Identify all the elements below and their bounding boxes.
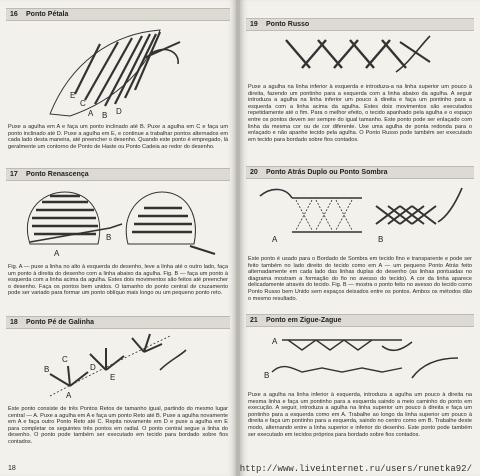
label-e: E: [70, 91, 76, 100]
section-title: Ponto Renascença: [26, 171, 89, 178]
section-number: 20: [250, 169, 258, 176]
section-header-17: [6, 168, 230, 181]
label-b: B: [106, 233, 112, 242]
section-title: Ponto Russo: [266, 21, 310, 28]
label-a: A: [88, 109, 94, 118]
shadow-stitch-figure: [252, 182, 468, 254]
label-b: B: [44, 365, 50, 374]
label-a: A: [272, 235, 278, 244]
section-header-16: [6, 8, 230, 21]
label-a: A: [54, 249, 60, 258]
label-b: B: [102, 111, 108, 120]
section-header-19: [246, 18, 474, 31]
section-body: Fig. A — puxe a linha no alto à esquerda do desenho, leve a linha até o outro lado, faça um ponto à direita do desenho com a linha abaixo da agulha. Fig. B — faça um ponto à esquerda com a linha acima da agulha. Estes dois movimentos são feitos até preencher o desenho. Faça os pontos bem unidos. O tamanho do ponto central de cruzamento pode ser variado para formar um ponto oblíquo mais longo ou um pequeno ponto reto.: [8, 264, 228, 297]
section-header-21: [246, 314, 474, 327]
page-number: 18: [8, 465, 16, 472]
label-b: B: [264, 371, 270, 380]
label-a: A: [272, 337, 278, 346]
label-c: C: [62, 355, 68, 364]
section-body: Este ponto consiste de três Pontos Retos de tamanho igual, partindo do mesmo lugar central — A. Puxe a agulha em A e faça um ponto Reto até B. Puxe a agulha novamente em A e faça outro Ponto Reto até C. Repita novamente em D e puxe a agulha em E para completar os seguintes três pontos em radial. O ponto central segue a linha do desenho. O ponto pode também ser executado em tecido para bordado sobre fios contados.: [8, 406, 228, 445]
right-page: [240, 0, 480, 476]
zigzag-stitch-figure: [262, 328, 462, 390]
watermark: http://www.liveinternet.ru/users/runetka92/: [239, 464, 472, 474]
label-e: E: [110, 373, 116, 382]
label-c: C: [80, 99, 86, 108]
section-body: Puxe a agulha na linha inferior à esquerda e introduza-a na linha superior um pouco à direita, fazendo um pontinho para a esquerda com a linha abaixo da agulha. A seguir introduza a agulha na linha inferior um pouco à direita e faça um pontinho para a esquerda com a linha acima da agulha. Estes dois movimentos são executados repetidamente até o fim. Para o melhor efeito, o tecido apanhado pela agulha e o espaço entre os pontos devem ser sempre do igual tamanho. Este ponto pode ser enlaçado com linha da mesma cor ou de cor diferente. Use uma agulha de ponta redonda para o enlaçado e não apanhe tecido pela agulha. O Ponto Russo pode também ser executado em tecido para bordado sobre fios contados.: [248, 84, 472, 143]
section-title: Ponto Atrás Duplo ou Ponto Sombra: [266, 169, 388, 176]
section-number: 18: [10, 319, 18, 326]
label-b: B: [378, 235, 384, 244]
crows-foot-stitch-figure: [40, 330, 190, 402]
renaissance-stitch-figure: [10, 184, 220, 260]
section-title: Ponto Pé de Galinha: [26, 319, 95, 326]
section-title: Ponto em Zigue-Zague: [266, 317, 342, 324]
section-number: 17: [10, 171, 18, 178]
petal-stitch-figure: [40, 24, 190, 120]
section-body: Este ponto é usado para o Bordado de Sombra em tecido fino e transparente e pode ser feito também no lado direito do tecido como em A — um pequeno Ponto Atrás feito alternadamente em cada lado das linhas duplas do desenho (as linhas pontuadas no diagrama mostram a formação do fio no avesso do tecido). A cor da linha aparece delicadamente através do tecido. Fig. B — mostra o ponto feito no avesso do tecido como Ponto Russo bem Unido sem espaços deixados entre os pontos. Ambos os métodos dão o mesmo resultado.: [248, 256, 472, 302]
label-a: A: [66, 391, 72, 400]
section-header-18: [6, 316, 230, 329]
section-number: 19: [250, 21, 258, 28]
label-d: D: [90, 363, 96, 372]
left-page: [0, 0, 236, 476]
label-d: D: [116, 107, 122, 116]
section-header-20: [246, 166, 474, 179]
section-number: 21: [250, 317, 258, 324]
section-body: Puxe a agulha na linha inferior à esquerda, introduza a agulha um pouco à direita na mesma linha e faça um pontinho para a esquerda saindo a meio caminho do ponto em execução. A seguir, introduza a agulha na linha superior um pouco à direita e faça um pontinho para a esquerda como em A. Trabalhe ao longo da linha superior um pouco à direita e faça um pontinho para a esquerda, saindo no centro como em B. Trabalhe deste modo, alternando entre a linha superior e inferior do desenho. Este ponto pode também ser executado em tecidos próprios para bordado sobre fios contados.: [248, 392, 472, 438]
russian-stitch-figure: [280, 32, 440, 80]
section-number: 16: [10, 11, 18, 18]
section-title: Ponto Pétala: [26, 11, 69, 18]
section-body: Puxe a agulha em A e faça um ponto inclinado até B. Puxe a agulha em C e faça um ponto inclinado até D. Puxe a agulha em E, e continue a trabalhar pontos alternados em cada lado desta maneira, até preencher o desenho. Quando este ponto é empregado, lá geralmente um contorno de Ponto de Haste ou Ponto Cadeia ao redor do desenho.: [8, 124, 228, 150]
